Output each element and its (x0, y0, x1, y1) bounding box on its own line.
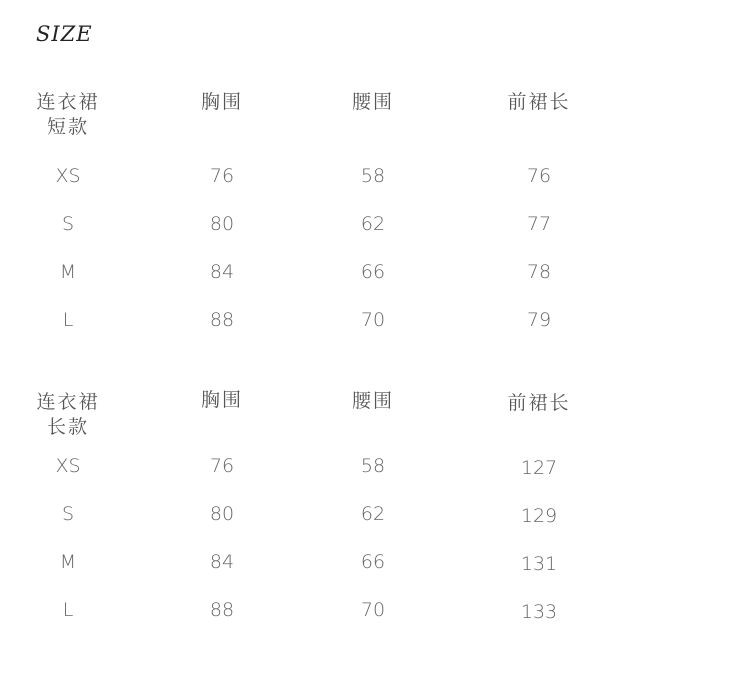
size-label: S (61, 213, 75, 235)
front-length-value: 76 (526, 165, 552, 187)
waist-value: 58 (360, 455, 386, 477)
size-label: M (59, 551, 77, 573)
waist-value: 62 (360, 213, 386, 235)
header-product-type (36, 90, 99, 140)
bust-value: 80 (209, 213, 235, 235)
waist-value: 70 (360, 599, 386, 621)
header-front-length: 前裙长 (507, 91, 571, 113)
header-waist: 腰围 (351, 390, 395, 412)
waist-value: 62 (360, 503, 386, 525)
front-length-value: 77 (526, 213, 552, 235)
size-label: M (59, 261, 77, 283)
bust-value: 84 (209, 261, 235, 283)
waist-value: 66 (360, 261, 386, 283)
header-product-line1: 连衣裙 (36, 91, 100, 113)
size-label: XS (55, 165, 81, 187)
size-label: S (61, 503, 75, 525)
header-product-line1: 连衣裙 (36, 391, 100, 413)
header-product-type (36, 390, 99, 440)
front-length-value: 127 (520, 457, 558, 479)
header-bust: 胸围 (200, 91, 244, 113)
waist-value: 58 (360, 165, 386, 187)
header-bust: 胸围 (200, 389, 244, 411)
front-length-value: 78 (526, 261, 552, 283)
bust-value: 80 (209, 503, 235, 525)
front-length-value: 133 (520, 601, 558, 623)
header-product-line2: 短款 (46, 116, 90, 138)
bust-value: 88 (209, 599, 235, 621)
size-title: SIZE (36, 22, 93, 46)
header-waist: 腰围 (351, 91, 395, 113)
bust-value: 84 (209, 551, 235, 573)
header-front-length: 前裙长 (507, 392, 571, 414)
waist-value: 66 (360, 551, 386, 573)
front-length-value: 131 (520, 553, 558, 575)
header-product-line2: 长款 (46, 416, 90, 438)
bust-value: 76 (209, 455, 235, 477)
size-label: L (62, 599, 74, 621)
size-label: XS (55, 455, 81, 477)
waist-value: 70 (360, 309, 386, 331)
size-label: L (62, 309, 74, 331)
bust-value: 76 (209, 165, 235, 187)
bust-value: 88 (209, 309, 235, 331)
front-length-value: 79 (526, 309, 552, 331)
front-length-value: 129 (520, 505, 558, 527)
